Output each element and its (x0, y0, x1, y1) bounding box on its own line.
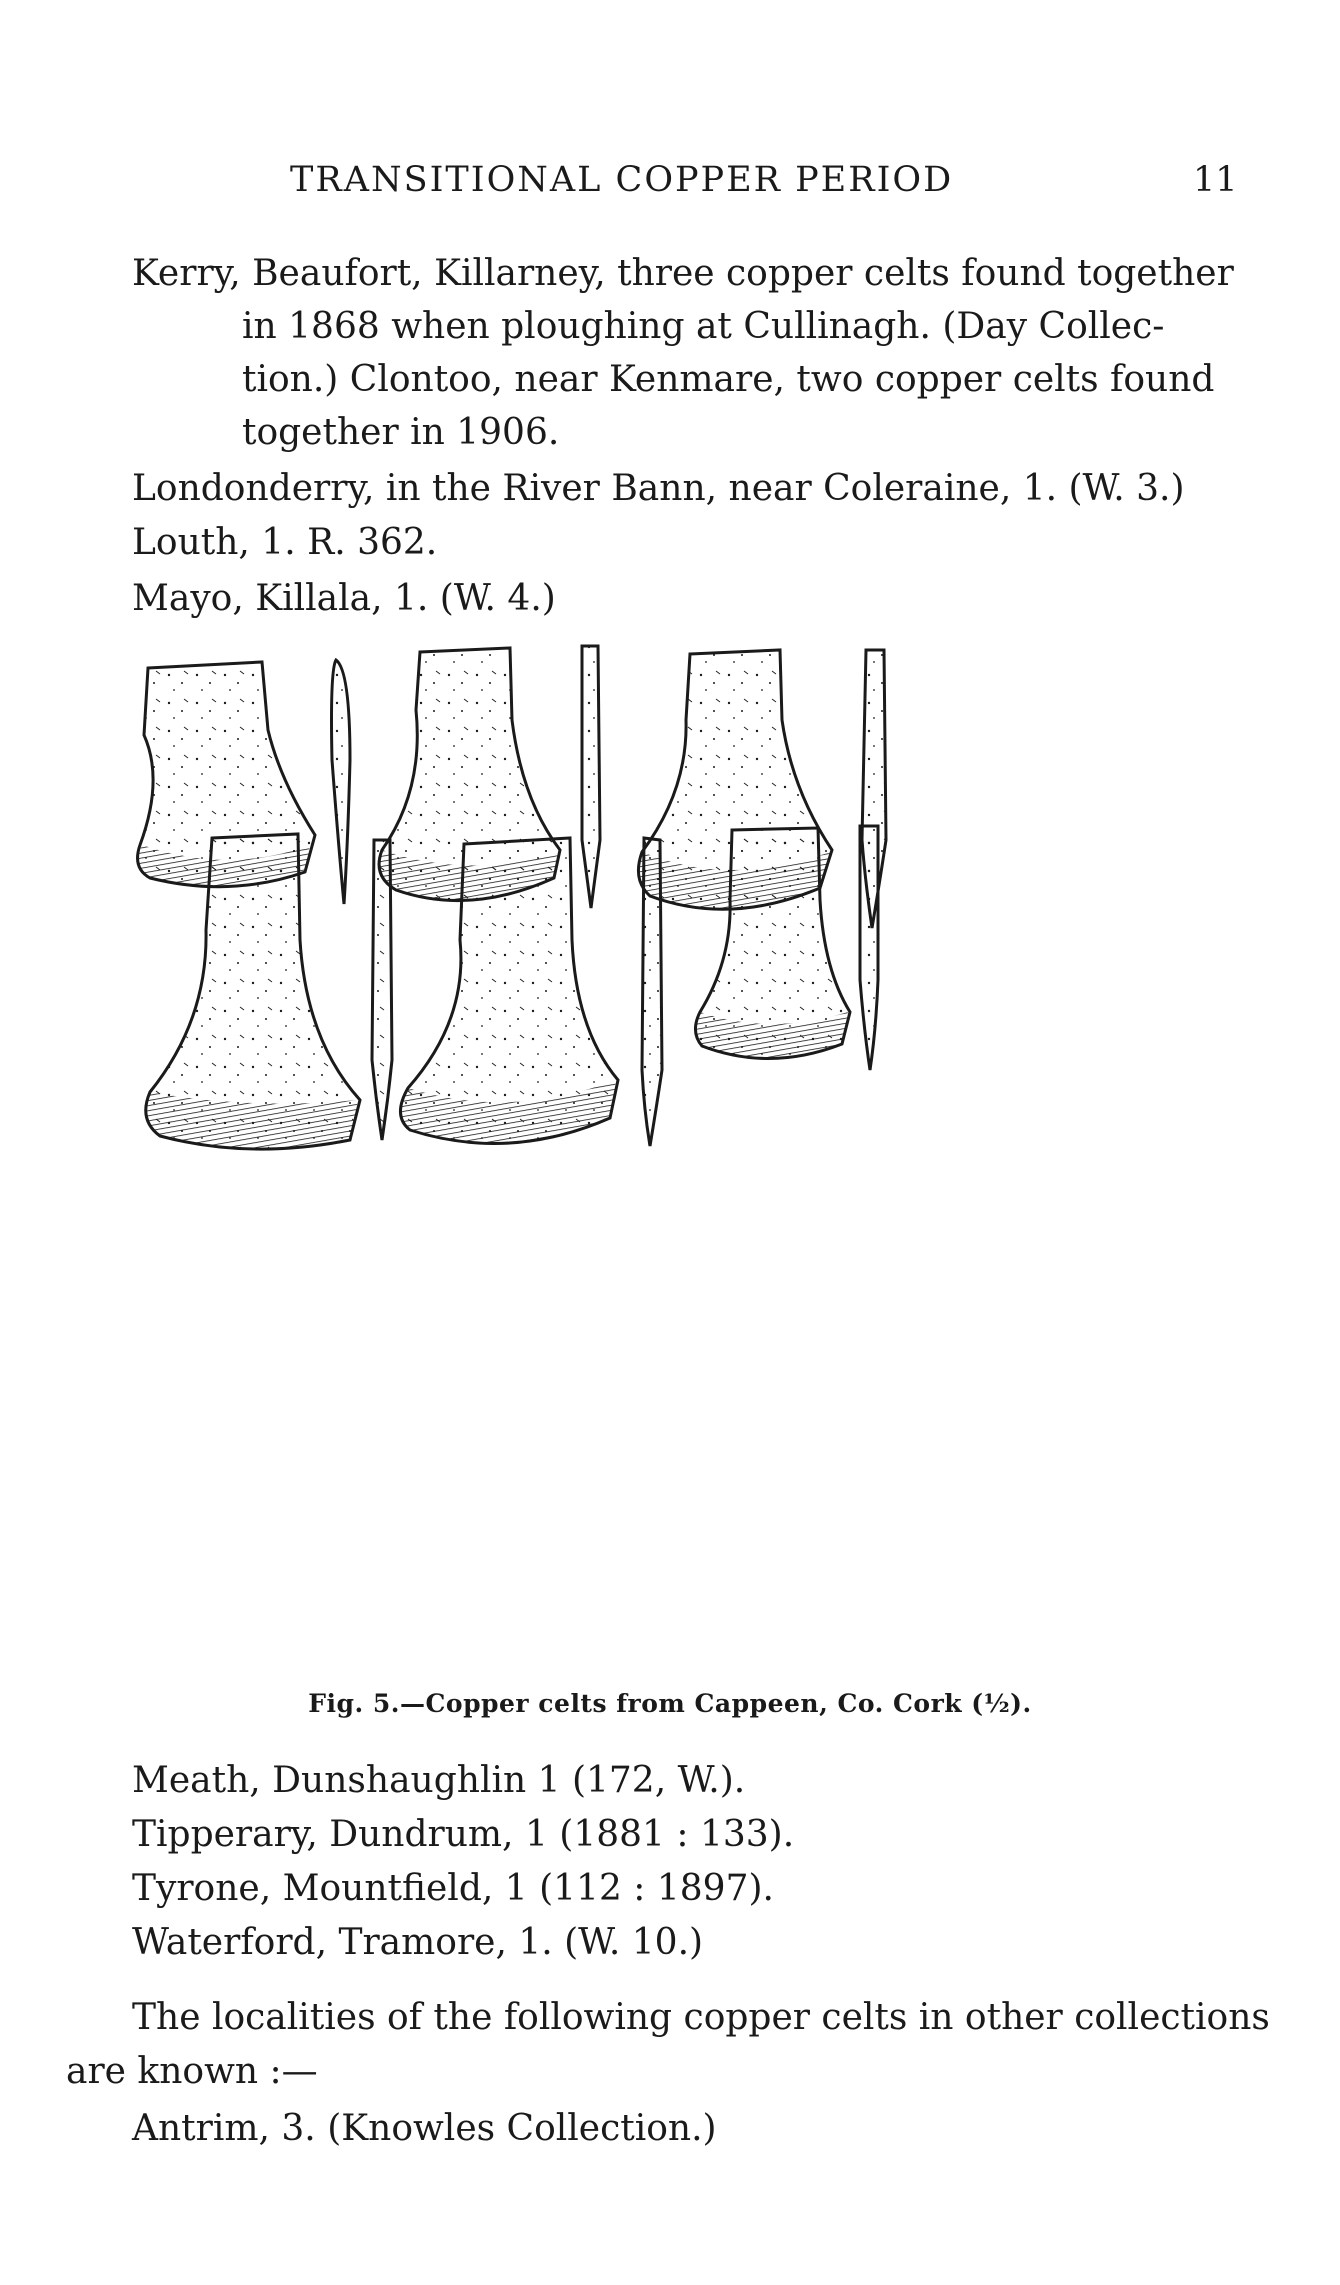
entry-mayo: Mayo, Killala, 1. (W. 4.) (132, 578, 556, 619)
paragraph-line-1: The localities of the following copper celts in other collections (132, 1997, 1270, 2038)
entry-tyrone: Tyrone, Mountfield, 1 (112 : 1897). (132, 1868, 774, 1909)
entry-kerry-line-2: in 1868 when ploughing at Cullinagh. (Day Collec- (242, 306, 1165, 347)
entry-waterford: Waterford, Tramore, 1. (W. 10.) (132, 1922, 704, 1963)
celt-4-side (372, 840, 392, 1140)
celt-1-side (332, 660, 351, 904)
celts-illustration (80, 640, 1260, 1680)
running-head (0, 160, 1340, 220)
celt-5-side (642, 838, 662, 1146)
figure-caption: Fig. 5.—Copper celts from Cappeen, Co. Cork (½). (308, 1689, 1032, 1718)
paragraph-line-2: are known :— (66, 2051, 318, 2092)
entry-londonderry: Londonderry, in the River Bann, near Coleraine, 1. (W. 3.) (132, 468, 1185, 509)
entry-meath: Meath, Dunshaughlin 1 (172, W.). (132, 1760, 746, 1801)
celt-6-side (860, 826, 878, 1070)
running-title: TRANSITIONAL COPPER PERIOD (290, 160, 954, 200)
celt-2-side (582, 646, 600, 908)
entry-kerry-line-3: tion.) Clontoo, near Kenmare, two copper celts found (242, 359, 1215, 400)
entry-kerry-line-4: together in 1906. (242, 412, 560, 453)
entry-tipperary: Tipperary, Dundrum, 1 (1881 : 133). (132, 1814, 795, 1855)
entry-louth: Louth, 1. R. 362. (132, 522, 438, 563)
page-number: 11 (1193, 160, 1238, 200)
entry-antrim: Antrim, 3. (Knowles Collection.) (132, 2108, 717, 2149)
entry-kerry-line-1: Kerry, Beaufort, Killarney, three copper celts found together (132, 253, 1234, 294)
figure-copper-celts (80, 640, 1260, 1680)
